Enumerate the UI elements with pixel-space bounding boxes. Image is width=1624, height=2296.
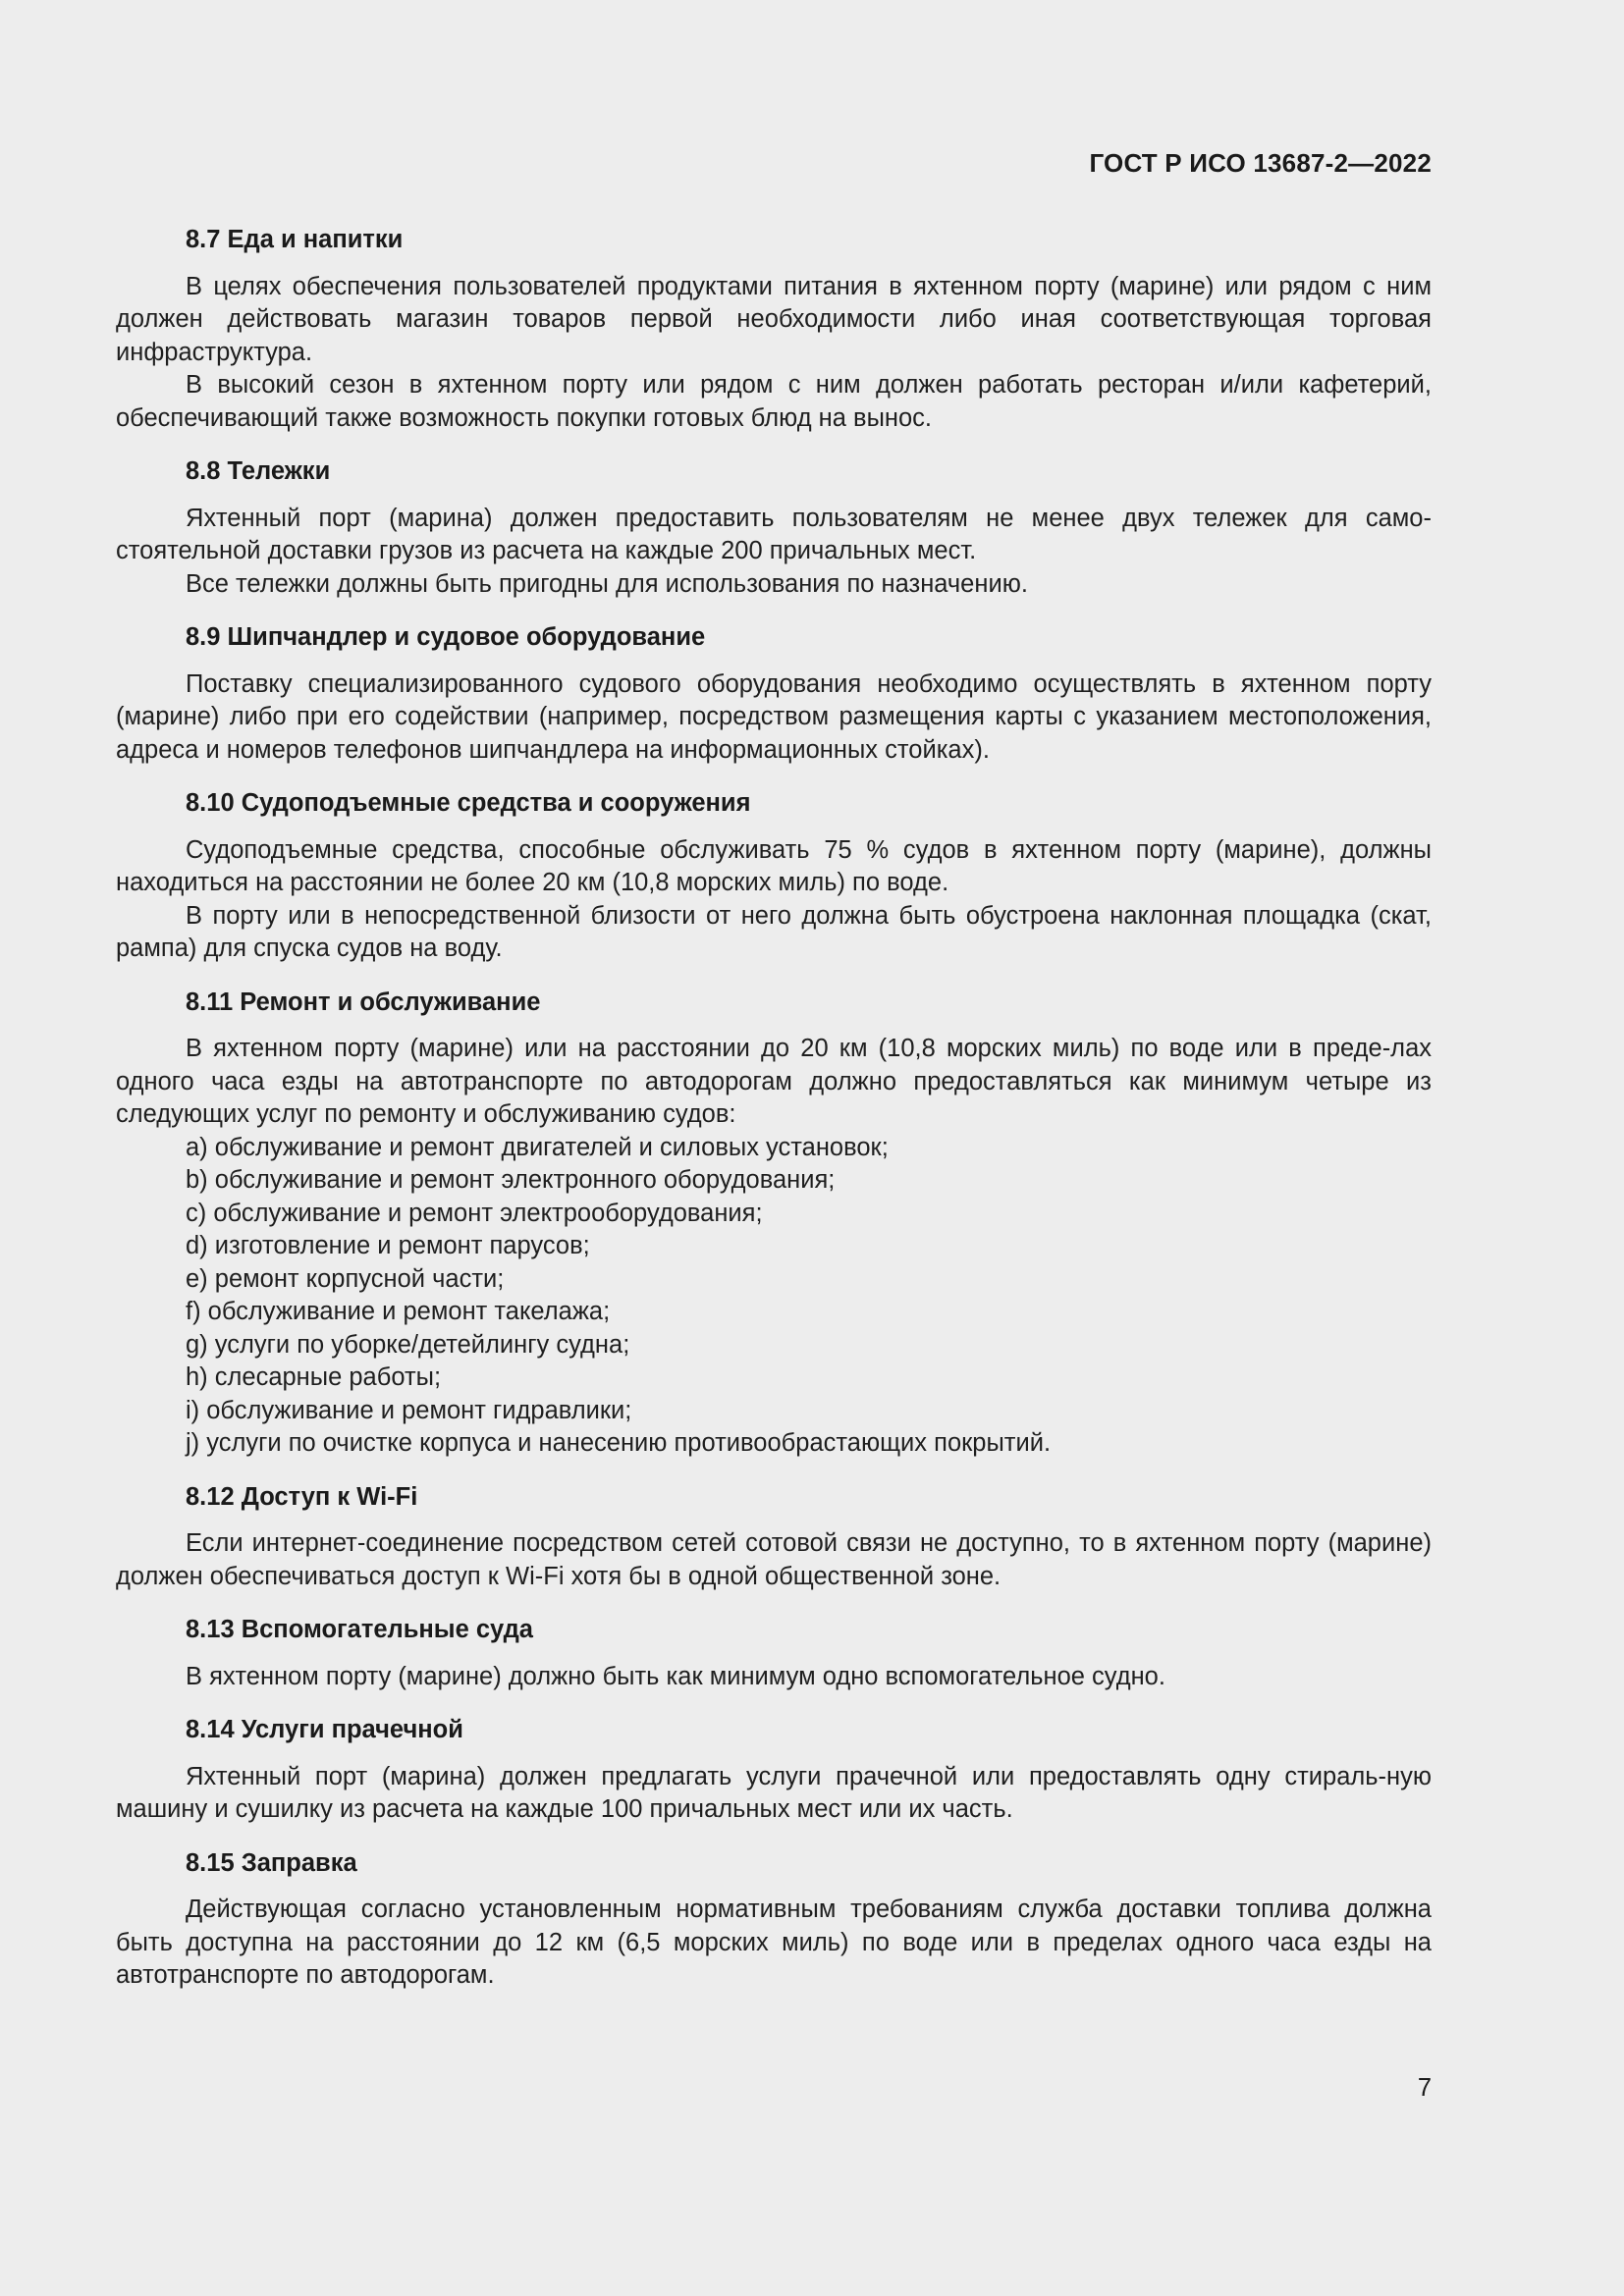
section-title: 8.9 Шипчандлер и судовое оборудование	[186, 623, 706, 651]
list-item: j) услуги по очистке корпуса и нанесению противообрастающих покрытий.	[186, 1429, 1052, 1457]
section-title: 8.7 Еда и напитки	[186, 226, 404, 253]
list-item: d) изготовление и ремонт парусов;	[186, 1232, 590, 1259]
section-8-13	[116, 1614, 1432, 1693]
paragraph: Действующая согласно установленным нормативным требованиям служба доставки топлива должна быть доступна на расстоянии до 12 км (6,5 морских миль) по воде или в пределах одного часа езды на автотранспорте по автодорогам.	[116, 1896, 1432, 1989]
list-item: i) обслуживание и ремонт гидравлики;	[186, 1396, 632, 1424]
paragraph: Поставку специализированного судового оборудования необходимо осуществлять в яхтенном порту (марине) либо при его содействии (например, посредством размещения карты с указанием местоположения, адреса и номеров телефонов шипчандлера на информационных стойках).	[116, 669, 1432, 764]
section-title: 8.14 Услуги прачечной	[186, 1716, 463, 1743]
section-title: 8.15 Заправка	[186, 1848, 357, 1877]
paragraph: Яхтенный порт (марина) должен предлагать услуги прачечной или предоставлять одну стираль-ную машину и сушилку из расчета на каждые 100 причальных мест или их часть.	[116, 1762, 1432, 1823]
paragraph: В яхтенном порту (марине) должно быть как минимум одно вспомогательное судно.	[186, 1662, 1165, 1690]
section-8-12	[116, 1481, 1432, 1594]
page-number: 7	[1417, 2074, 1432, 2102]
list-item: c) обслуживание и ремонт электрооборудования;	[186, 1199, 763, 1227]
section-title: 8.12 Доступ к Wi-Fi	[186, 1482, 418, 1511]
list-item: f) обслуживание и ремонт такелажа;	[186, 1298, 611, 1325]
document-page	[116, 0, 1432, 2296]
section-8-14	[116, 1714, 1432, 1827]
list-item: b) обслуживание и ремонт электронного оборудования;	[186, 1166, 836, 1194]
section-8-10	[116, 787, 1432, 966]
paragraph: В порту или в непосредственной близости от него должна быть обустроена наклонная площадка (скат, рампа) для спуска судов на воду.	[116, 901, 1432, 962]
paragraph: Если интернет-соединение посредством сетей сотовой связи не доступно, то в яхтенном порту (марине) должен обеспечиваться доступ к Wi-Fi хотя бы в одной общественной зоне.	[116, 1529, 1432, 1590]
document-body	[116, 224, 1432, 1993]
section-8-9	[116, 621, 1432, 767]
section-8-15	[116, 1847, 1432, 1993]
paragraph: В целях обеспечения пользователей продуктами питания в яхтенном порту (марине) или рядом с ним должен действовать магазин товаров первой необходимости либо иная соответствующая торговая инфраструктура.	[116, 272, 1432, 366]
section-title: 8.8 Тележки	[186, 457, 331, 485]
section-8-11	[116, 987, 1432, 1461]
section-title: 8.10 Судоподъемные средства и сооружения	[186, 789, 751, 817]
paragraph: В высокий сезон в яхтенном порту или рядом с ним должен работать ресторан и/или кафетерий, обеспечивающий также возможность покупки готовых блюд на вынос.	[116, 371, 1432, 432]
paragraph: Яхтенный порт (марина) должен предоставить пользователям не менее двух тележек для само-стоятельной доставки грузов из расчета на каждые 200 причальных мест.	[116, 504, 1432, 564]
services-list	[116, 1132, 1432, 1461]
section-title: 8.11 Ремонт и обслуживание	[186, 988, 541, 1016]
paragraph: В яхтенном порту (марине) или на расстоянии до 20 км (10,8 морских миль) по воде или в преде-лах одного часа езды на автотранспорте по автодорогам должно предоставляться как минимум четыре из следующих услуг по ремонту и обслуживанию судов:	[116, 1035, 1432, 1128]
paragraph: Судоподъемные средства, способные обслуживать 75 % судов в яхтенном порту (марине), должны находиться на расстоянии не более 20 км (10,8 морских миль) по воде.	[116, 835, 1432, 896]
list-item: h) слесарные работы;	[186, 1363, 442, 1391]
list-item: e) ремонт корпусной части;	[186, 1264, 505, 1293]
paragraph: Все тележки должны быть пригодны для использования по назначению.	[186, 569, 1028, 598]
document-code-header: ГОСТ Р ИСО 13687-2—2022	[1089, 148, 1432, 178]
section-title: 8.13 Вспомогательные суда	[186, 1616, 533, 1643]
section-8-7	[116, 224, 1432, 435]
list-item: a) обслуживание и ремонт двигателей и силовых установок;	[186, 1133, 889, 1161]
list-item: g) услуги по уборке/детейлингу судна;	[186, 1330, 630, 1359]
section-8-8	[116, 455, 1432, 601]
